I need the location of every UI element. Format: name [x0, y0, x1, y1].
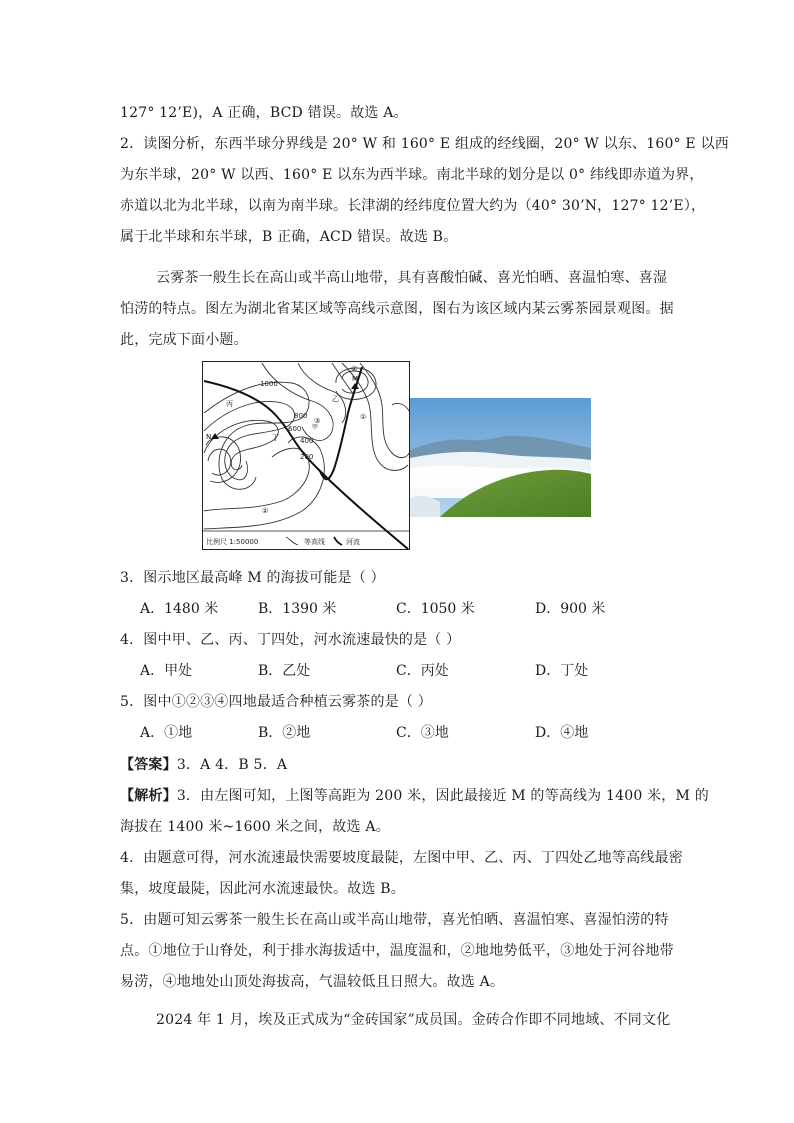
- legend-river: 河流: [346, 538, 360, 546]
- contour-label: 200: [300, 453, 314, 461]
- next-passage-line: 2024 年 1 月，埃及正式成为“金砖国家”成员国。金砖合作即不同地域、不同文化: [156, 1012, 671, 1028]
- text-line: 为东半球，20° W 以西、160° E 以东为西半球。南北半球的划分是以 0° 纬线即赤道为界，: [120, 167, 704, 183]
- place-yi: 乙: [332, 395, 339, 403]
- site-4: ④: [351, 365, 358, 373]
- q3-option-d: D．900 米: [535, 601, 606, 617]
- q3-option-c: C．1050 米: [396, 601, 475, 617]
- site-2: ②: [262, 507, 269, 515]
- q5-option-c: C．③地: [396, 725, 449, 741]
- question-5: 5．图中①②③④四地最适合种植云雾茶的是（ ）: [120, 694, 432, 710]
- place-bing: 丙: [226, 400, 233, 408]
- peak-m-label: M: [352, 375, 359, 383]
- contour-map: [202, 361, 410, 550]
- analysis-line: 4．由题意可得，河水流速最快需要坡度最陡，左图中甲、乙、丙、丁四处乙地等高线最密: [120, 850, 683, 866]
- text-line: 127° 12’E)，A 正确，BCD 错误。故选 A。: [120, 105, 408, 121]
- analysis-line: 点。①地位于山脊处，利于排水海拔适中，温度温和，②地地势低平，③地处于河谷地带: [120, 943, 674, 959]
- analysis-row: [120, 786, 709, 806]
- q4-option-b: B．乙处: [258, 663, 311, 679]
- contour-label: 600: [288, 425, 302, 433]
- analysis-line: 海拔在 1400 米~1600 米之间，故选 A。: [120, 819, 390, 835]
- site-1: ①: [360, 413, 367, 421]
- answer-label: 【答案】: [120, 757, 177, 773]
- analysis-line: 5．由题可知云雾茶一般生长在高山或半高山地带，喜光怕晒、喜温怕寒、喜湿怕涝的特: [120, 912, 669, 928]
- analysis-line: 集，坡度最陡，因此河水流速最快。故选 B。: [120, 881, 405, 897]
- q4-option-a: A．甲处: [140, 663, 193, 679]
- legend-contour: 等高线: [304, 538, 325, 546]
- q4-option-c: C．丙处: [396, 663, 449, 679]
- q5-option-d: D．④地: [535, 725, 589, 741]
- q3-option-b: B．1390 米: [258, 601, 337, 617]
- text-line: 属于北半球和东半球，B 正确，ACD 错误。故选 B。: [120, 229, 458, 245]
- peak-n-label: N: [206, 433, 212, 441]
- analysis-label: 【解析】: [120, 788, 177, 804]
- q5-option-b: B．②地: [258, 725, 311, 741]
- site-3: ③: [314, 417, 321, 425]
- q4-option-d: D．丁处: [535, 663, 589, 679]
- place-ding: 丁: [272, 434, 279, 442]
- q3-option-a: A．1480 米: [140, 601, 219, 617]
- tea-garden-photo: [410, 398, 591, 517]
- analysis-line: 易涝，④地地处山顶处海拔高，气温较低且日照大。故选 A。: [120, 974, 505, 990]
- passage-line: 云雾茶一般生长在高山或半高山地带，具有喜酸怕碱、喜光怕晒、喜温怕寒、喜湿: [156, 270, 668, 286]
- answer-row: [120, 755, 287, 775]
- text-line: 赤道以北为北半球，以南为南半球。长津湖的经纬度位置大约为（40° 30’N，127° 12’E），: [120, 198, 706, 214]
- passage-line: 怕涝的特点。图左为湖北省某区域等高线示意图，图右为该区域内某云雾茶园景观图。据: [120, 301, 674, 317]
- passage-line: 此，完成下面小题。: [120, 332, 248, 348]
- contour-label: 1000: [260, 380, 278, 388]
- q5-option-a: A．①地: [140, 725, 193, 741]
- answer-text: 3．A 4．B 5．A: [176, 757, 288, 773]
- place-jia: 甲: [312, 424, 319, 431]
- contour-label: 800: [294, 412, 308, 420]
- analysis-text: 3．由左图可知，上图等高距为 200 米，因此最接近 M 的等高线为 1400 米，M 的: [176, 788, 709, 804]
- contour-label: 400: [300, 437, 314, 445]
- question-4: 4．图中甲、乙、丙、丁四处，河水流速最快的是（ ）: [120, 632, 461, 648]
- map-scale: 比例尺 1:50000: [206, 538, 259, 546]
- question-3: 3．图示地区最高峰 M 的海拔可能是（ ）: [120, 570, 385, 586]
- text-line: 2．读图分析，东西半球分界线是 20° W 和 160° E 组成的经线圈，20° W 以东、160° E 以西: [120, 136, 729, 152]
